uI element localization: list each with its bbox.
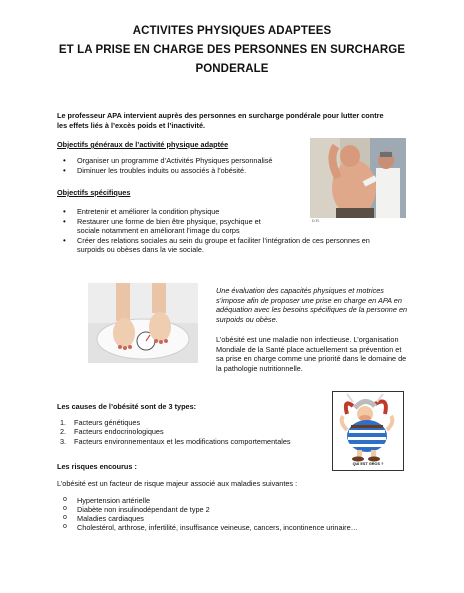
list-item-line: Restaurer une forme de bien être physique, psychique et (77, 216, 261, 226)
list-item: • Entretenir et améliorer la condition physique (57, 207, 457, 217)
list-item: • Organiser un programme d’Activités Physiques personnalisé (57, 156, 307, 166)
list-item (57, 217, 457, 236)
list-item (60, 427, 340, 436)
list-number: 2. (60, 427, 67, 437)
document-title-line-2: ET LA PRISE EN CHARGE DES PERSONNES EN SURCHARGE (58, 44, 406, 56)
causes-heading: Les causes de l’obésité sont de 3 types: (57, 402, 197, 411)
paragraph-line: s’impose afin de proposer une prise en charge en APA en (216, 295, 402, 305)
scale-feet-photo (88, 283, 198, 363)
list-number: 3. (60, 436, 67, 446)
risques-heading: Les risques encourus : (57, 462, 137, 471)
objectifs-specifiques-heading: Objectifs spécifiques (57, 188, 131, 197)
cartoon-caption: QUI EST GROS ? (352, 462, 384, 466)
list-item-line: sociale notamment en améliorant l’image du corps (77, 226, 240, 235)
list-item (60, 437, 340, 446)
list-item-line: surpoids ou obèses dans la vie sociale. (77, 245, 204, 254)
paragraph-line: adéquation avec les besoins spécifiques de la personne en (216, 305, 408, 315)
list-item: o Maladies cardiaques (57, 514, 447, 523)
paragraph-line: surpoids ou obèse. (216, 314, 278, 324)
document-title-line-1: ACTIVITES PHYSIQUES ADAPTEES (132, 25, 332, 37)
paragraph-line: Une évaluation des capacités physiques et motrices (216, 286, 384, 295)
paragraph-line: Mondiale de la Santé place actuellement sa prévention et (216, 344, 402, 354)
list-item-line: Créer des relations sociales au sein du groupe et faciliter l’intégration de ces personnes en (77, 235, 370, 245)
paragraph-line: sa prise en charge comme une priorité dans le domaine de (216, 354, 407, 364)
list-item: o Cholestérol, arthrose, infertilité, insuffisance veineuse, cancers, incontinence urinaire… (57, 523, 447, 532)
objectifs-generaux-heading: Objectifs généraux de l’activité physique adaptée (57, 140, 229, 149)
intro-line-2: les effets liés à l’excès poids et l’inactivité. (57, 120, 206, 130)
risques-list (57, 496, 447, 532)
list-item-text: Facteurs endocrinologiques (74, 427, 164, 437)
list-number: 1. (60, 418, 67, 427)
list-item: o Diabète non insulinodépendant de type 2 (57, 505, 447, 514)
list-item (57, 236, 457, 255)
cartoon-image (332, 391, 404, 471)
risques-intro: L’obésité est un facteur de risque majeur associé aux maladies suivantes : (57, 479, 298, 488)
objectifs-generaux-list (57, 156, 307, 175)
list-item-text: Facteurs environnementaux et les modifications comportementales (74, 436, 291, 446)
paragraph-line: la pathologie nutritionnelle. (216, 363, 303, 373)
list-item: • Diminuer les troubles induits ou associés à l’obésité. (57, 166, 307, 176)
causes-list (60, 418, 340, 446)
photo-credit: D.R. (312, 218, 320, 223)
list-item-text: Facteurs génétiques (74, 418, 141, 427)
obesite-paragraph (216, 335, 422, 373)
patient-exam-photo (310, 138, 406, 218)
evaluation-paragraph (216, 286, 422, 324)
intro-paragraph (57, 111, 437, 130)
intro-line-1: Le professeur APA intervient auprès des personnes en surcharge pondérale pour lutter contre (57, 111, 384, 120)
list-item: o Hypertension artérielle (57, 496, 447, 505)
list-item (60, 418, 340, 427)
paragraph-line: L’obésité est une maladie non infectieuse. L’organisation (216, 335, 399, 344)
document-title-line-3: PONDERALE (195, 63, 269, 75)
